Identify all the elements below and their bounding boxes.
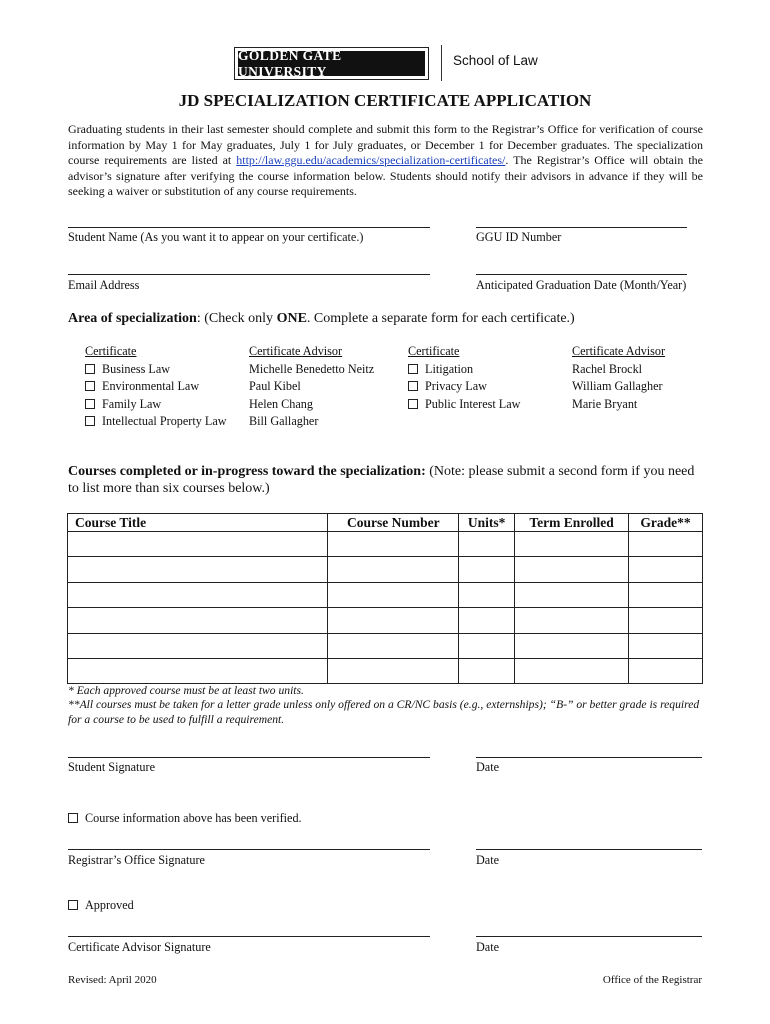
advisor-name: Michelle Benedetto Neitz <box>249 361 375 376</box>
units-note: * Each approved course must be at least two units. <box>68 684 304 697</box>
grade-cell[interactable] <box>629 633 703 658</box>
grade-note: **All courses must be taken for a letter grade unless only offered on a CR/NC basis (e.g., externships); “B-” or better grade is required for a course to be used to fulfill a requirement. <box>68 698 700 726</box>
table-row <box>68 557 703 582</box>
course-number-cell[interactable] <box>328 532 459 557</box>
grade-cell[interactable] <box>629 582 703 607</box>
course-number-cell[interactable] <box>328 658 459 683</box>
checkbox-icon[interactable] <box>85 364 95 374</box>
table-row <box>68 608 703 633</box>
area-heading-end: . Complete a separate form for each certificate.) <box>306 311 575 326</box>
term-cell[interactable] <box>515 608 629 633</box>
intro-paragraph <box>68 122 703 200</box>
column-header-term-enrolled: Term Enrolled <box>515 514 629 532</box>
advisor-column-left <box>249 343 374 431</box>
column-header-grade: Grade** <box>629 514 703 532</box>
certificate-option[interactable]: Intellectual Property Law <box>85 413 227 431</box>
certificate-option[interactable]: Environmental Law <box>85 378 227 396</box>
grade-cell[interactable] <box>629 557 703 582</box>
grade-cell[interactable] <box>629 532 703 557</box>
student-signature-label: Student Signature <box>68 760 155 774</box>
certificate-column-left <box>85 343 227 431</box>
courses-heading <box>68 463 708 497</box>
area-heading-mid: : (Check only <box>196 311 277 326</box>
course-number-cell[interactable] <box>328 633 459 658</box>
term-cell[interactable] <box>515 633 629 658</box>
courses-heading-bold: Courses completed or in-progress toward the specialization: <box>68 464 426 479</box>
course-title-cell[interactable] <box>68 582 328 607</box>
email-line[interactable] <box>68 274 430 275</box>
area-heading <box>68 311 575 327</box>
column-header-course-title: Course Title <box>68 514 328 532</box>
courses-table <box>67 513 703 684</box>
advisor-name: Rachel Brockl <box>572 361 643 376</box>
approved-checkbox-row[interactable] <box>68 898 134 913</box>
units-cell[interactable] <box>459 532 515 557</box>
student-date-line[interactable] <box>476 757 702 758</box>
table-header-row <box>68 514 703 532</box>
student-signature-line[interactable] <box>68 757 430 758</box>
course-notes <box>68 684 708 727</box>
certificate-header: Certificate <box>408 344 460 358</box>
column-header-units: Units* <box>459 514 515 532</box>
certificate-option[interactable]: Business Law <box>85 361 227 379</box>
student-name-line[interactable] <box>68 227 430 228</box>
specialization-link[interactable]: http://law.ggu.edu/academics/specialization-certificates/ <box>236 153 506 168</box>
certificate-option[interactable]: Privacy Law <box>408 378 520 396</box>
advisor-header: Certificate Advisor <box>249 344 343 358</box>
logo-divider <box>441 45 442 81</box>
course-title-cell[interactable] <box>68 633 328 658</box>
course-title-cell[interactable] <box>68 532 328 557</box>
advisor-signature-label: Certificate Advisor Signature <box>68 940 211 954</box>
advisor-name: Paul Kibel <box>249 379 301 393</box>
certificate-option[interactable]: Family Law <box>85 396 227 414</box>
advisor-date-label: Date <box>476 940 500 954</box>
verified-label: Course information above has been verified. <box>85 811 302 825</box>
grade-cell[interactable] <box>629 608 703 633</box>
intro-text-1: Graduating students in their last semester should complete and submit this form to the Registrar’s Office for verification of course information by May 1 for May graduates, July 1 for July graduates, or December 1 for December graduates. The specialization course requirements are listed at <box>68 122 703 168</box>
student-date-label: Date <box>476 760 500 774</box>
registrar-date-label: Date <box>476 853 500 867</box>
checkbox-icon[interactable] <box>85 399 95 409</box>
course-title-cell[interactable] <box>68 658 328 683</box>
university-logo-text: GOLDEN GATE UNIVERSITY <box>238 51 425 76</box>
advisor-name: Helen Chang <box>249 396 313 411</box>
registrar-signature-label: Registrar’s Office Signature <box>68 853 205 867</box>
area-heading-bold: Area of specialization <box>68 311 197 326</box>
graduation-date-label: Anticipated Graduation Date (Month/Year) <box>476 278 687 292</box>
registrar-signature-line[interactable] <box>68 849 430 850</box>
courses-heading-rest: (Note: please submit a second form if you need to list more than six courses below.) <box>68 464 695 496</box>
units-cell[interactable] <box>459 582 515 607</box>
certificate-option[interactable]: Litigation <box>408 361 520 379</box>
term-cell[interactable] <box>515 582 629 607</box>
checkbox-icon[interactable] <box>68 813 78 823</box>
units-cell[interactable] <box>459 608 515 633</box>
term-cell[interactable] <box>515 557 629 582</box>
intro-text-2: . The Registrar’s Office will obtain the advisor’s signature after verifying the course information below. Students should notify their advisors in advance if they will be seeking a waiver or substitution of any course requirements. <box>68 153 703 199</box>
course-number-cell[interactable] <box>328 582 459 607</box>
office-of-registrar: Office of the Registrar <box>602 974 702 986</box>
ggu-id-line[interactable] <box>476 227 687 228</box>
course-number-cell[interactable] <box>328 608 459 633</box>
table-row <box>68 633 703 658</box>
certificate-option[interactable]: Public Interest Law <box>408 396 520 414</box>
advisor-name: William Gallagher <box>572 379 663 393</box>
table-row <box>68 532 703 557</box>
ggu-id-label: GGU ID Number <box>476 230 562 244</box>
term-cell[interactable] <box>515 658 629 683</box>
checkbox-icon[interactable] <box>85 416 95 426</box>
email-label: Email Address <box>68 278 140 292</box>
course-number-cell[interactable] <box>328 557 459 582</box>
certificate-column-right <box>408 343 520 413</box>
checkbox-icon[interactable] <box>408 364 418 374</box>
certificate-header: Certificate <box>85 344 137 358</box>
advisor-name: Bill Gallagher <box>249 414 319 428</box>
school-name: School of Law <box>453 53 538 68</box>
advisor-signature-line[interactable] <box>68 936 430 937</box>
course-title-cell[interactable] <box>68 557 328 582</box>
checkbox-icon[interactable] <box>408 399 418 409</box>
course-title-cell[interactable] <box>68 608 328 633</box>
units-cell[interactable] <box>459 658 515 683</box>
units-cell[interactable] <box>459 557 515 582</box>
column-header-course-number: Course Number <box>328 514 459 532</box>
checkbox-icon[interactable] <box>85 381 95 391</box>
advisor-date-line[interactable] <box>476 936 702 937</box>
area-heading-one: ONE <box>276 311 307 326</box>
student-name-label: Student Name (As you want it to appear on your certificate.) <box>68 230 364 244</box>
advisor-column-right <box>572 343 665 413</box>
checkbox-icon[interactable] <box>68 900 78 910</box>
approved-label: Approved <box>85 898 134 912</box>
term-cell[interactable] <box>515 532 629 557</box>
grade-cell[interactable] <box>629 658 703 683</box>
checkbox-icon[interactable] <box>408 381 418 391</box>
table-row <box>68 582 703 607</box>
advisor-name: Marie Bryant <box>572 396 638 411</box>
form-title: JD SPECIALIZATION CERTIFICATE APPLICATION <box>178 91 592 110</box>
revised-date: Revised: April 2020 <box>68 974 157 986</box>
table-row <box>68 658 703 683</box>
units-cell[interactable] <box>459 633 515 658</box>
registrar-date-line[interactable] <box>476 849 702 850</box>
graduation-date-line[interactable] <box>476 274 687 275</box>
university-logo <box>234 47 429 80</box>
verified-checkbox-row[interactable] <box>68 811 302 826</box>
advisor-header: Certificate Advisor <box>572 344 666 358</box>
